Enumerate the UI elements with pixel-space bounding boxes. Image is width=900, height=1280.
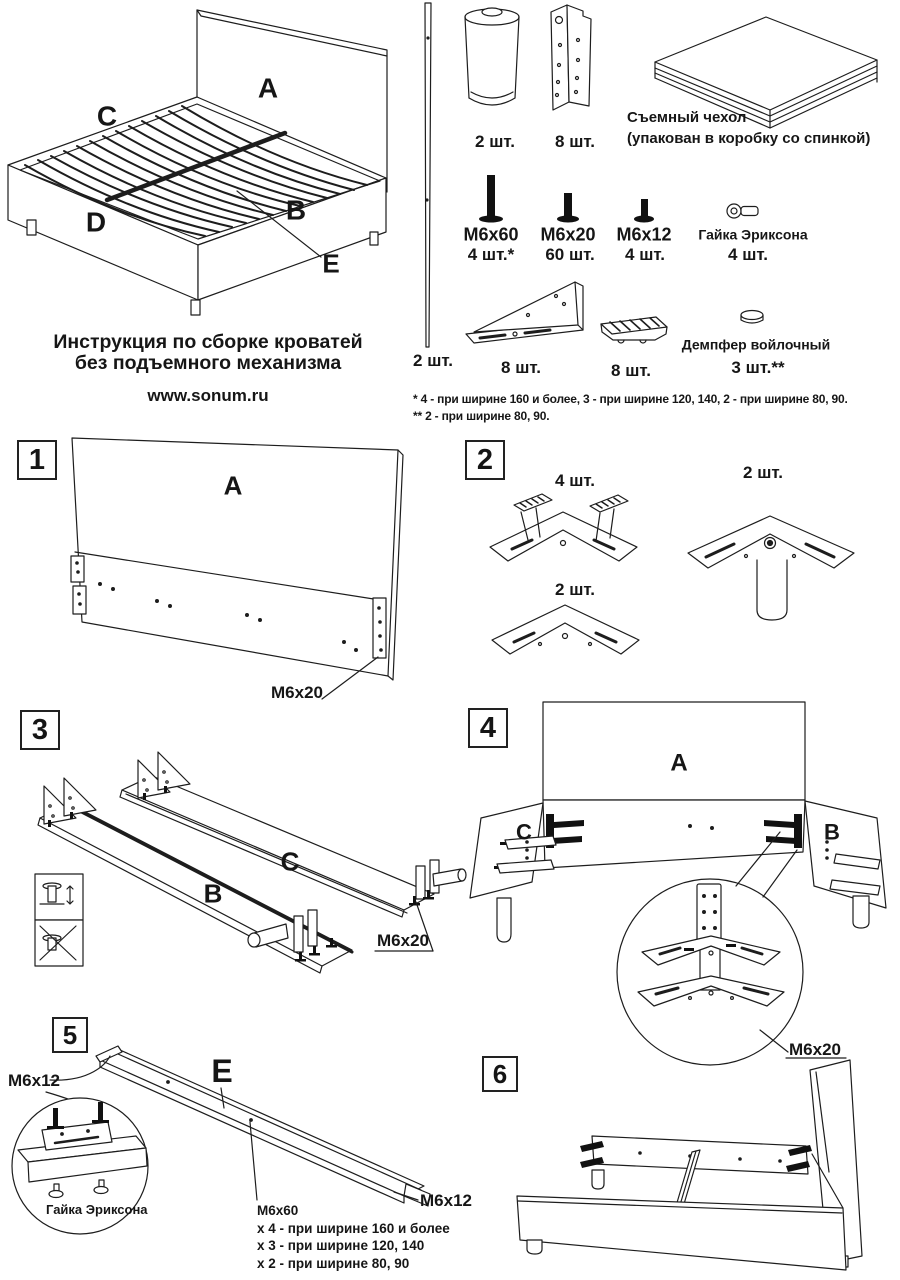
overview-label-left-rail: C xyxy=(96,100,118,132)
bolt-m6x12-qty: 4 шт. xyxy=(625,245,665,265)
step5-note-line3: x 2 - при ширине 80, 90 xyxy=(257,1255,410,1271)
step2-qty-right: 2 шт. xyxy=(743,463,783,483)
erikson-nut-name: Гайка Эриксона xyxy=(698,226,808,243)
overview-label-center-rail: E xyxy=(322,248,340,279)
doc-title-line1: Инструкция по сборке кроватей xyxy=(53,330,363,353)
step4-rail-b-label: B xyxy=(824,819,840,845)
step4-number: 4 xyxy=(468,708,508,748)
step4-panel-label: A xyxy=(670,749,688,777)
doc-title-line2: без подъемного механизма xyxy=(74,351,342,374)
step4-rail-c-label: C xyxy=(516,819,532,845)
step5-bolt-right-label: M6x12 xyxy=(420,1191,472,1210)
step1-bolt-label: M6x20 xyxy=(271,683,323,702)
step3-rail-c-label: C xyxy=(280,846,300,877)
step5-note-line2: x 3 - при ширине 120, 140 xyxy=(257,1238,425,1253)
bolt-m6x60-name: M6x60 xyxy=(463,224,519,245)
overview-label-headboard: A xyxy=(257,72,279,104)
overview-label-right-rail: B xyxy=(285,194,307,226)
footnote-dstar: ** 2 - при ширине 80, 90. xyxy=(413,409,550,423)
step5-nut-label: Гайка Эриксона xyxy=(46,1202,148,1217)
cylinder-leg-qty: 2 шт. xyxy=(475,132,515,152)
bolt-m6x20-name: M6x20 xyxy=(540,224,596,245)
damper-name: Демпфер войлочный xyxy=(681,336,831,353)
cover-note: (упакован в коробку со спинкой) xyxy=(627,130,871,147)
overview-label-footboard: D xyxy=(85,206,107,238)
corner-angle-qty: 8 шт. xyxy=(555,132,595,152)
triangle-bracket-qty: 8 шт. xyxy=(501,358,541,378)
step6-drawing xyxy=(517,1060,862,1270)
bolt-m6x12-name: M6x12 xyxy=(616,224,672,245)
pole-qty: 2 шт. xyxy=(413,351,453,371)
step1-panel-label: A xyxy=(223,470,243,501)
footnote-star: * 4 - при ширине 160 и более, 3 - при ширине 120, 140, 2 - при ширине 80, 90. xyxy=(413,392,848,406)
step5-bolt-note xyxy=(257,1202,450,1272)
step5-bolt-left-label: M6x12 xyxy=(8,1071,60,1090)
erikson-nut-qty: 4 шт. xyxy=(728,245,768,265)
step6-number: 6 xyxy=(482,1056,518,1092)
parts-drawings xyxy=(425,3,877,347)
step3-bolt-label: M6x20 xyxy=(377,931,429,950)
step5-number: 5 xyxy=(52,1017,88,1053)
step5-rail-label: E xyxy=(211,1053,233,1090)
step5-note-title: M6x60 xyxy=(257,1203,299,1218)
website-url: www.sonum.ru xyxy=(147,386,269,406)
step2-qty-top: 4 шт. xyxy=(555,471,595,491)
step2-drawing xyxy=(490,494,854,654)
cover-name: Съемный чехол xyxy=(627,109,747,126)
bolt-m6x60-qty: 4 шт.* xyxy=(467,245,515,265)
step3-rail-b-label: B xyxy=(203,878,223,909)
step1-number: 1 xyxy=(17,440,57,480)
step4-bolt-label: M6x20 xyxy=(789,1040,841,1059)
step2-qty-bottom: 2 шт. xyxy=(555,580,595,600)
step2-number: 2 xyxy=(465,440,505,480)
step3-number: 3 xyxy=(20,710,60,750)
step5-note-line1: x 4 - при ширине 160 и более xyxy=(257,1220,450,1236)
bolt-m6x20-qty: 60 шт. xyxy=(545,245,595,265)
damper-qty: 3 шт.** xyxy=(731,358,785,378)
slat-pad-qty: 8 шт. xyxy=(611,361,651,381)
